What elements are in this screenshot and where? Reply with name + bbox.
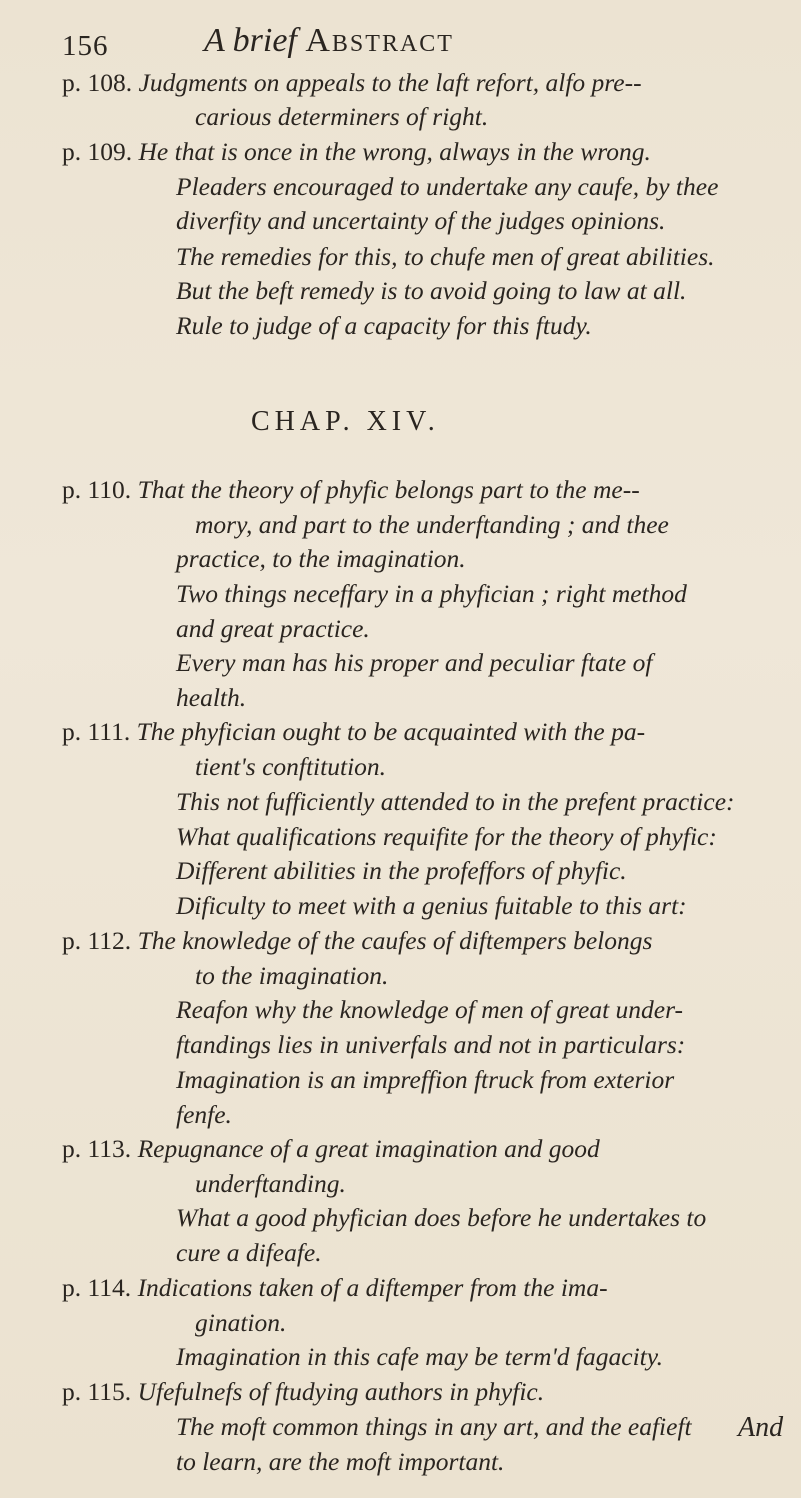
page-reference: p. 112.: [62, 926, 132, 955]
line-text: underftanding.: [195, 1169, 346, 1198]
line-text: gination.: [195, 1308, 287, 1337]
page-reference: p. 109.: [62, 137, 133, 166]
page-reference: p. 110.: [62, 475, 132, 504]
line-text: The moft common things in any art, and the eafieft: [176, 1412, 692, 1441]
line-text: He that is once in the wrong, always in the wrong.: [138, 137, 651, 166]
catchword: And: [738, 1412, 784, 1443]
line-text: and great practice.: [176, 614, 370, 643]
line-text: Different abilities in the profeffors of phyfic.: [176, 856, 627, 885]
abstract-line: [62, 1377, 544, 1407]
line-text: Pleaders encouraged to undertake any caufe, by thee: [176, 172, 719, 201]
line-text: The knowledge of the caufes of diftempers belongs: [137, 926, 653, 955]
running-head-italic: A brief: [204, 22, 297, 59]
line-text: Indications taken of a diftemper from the ima-: [137, 1273, 608, 1302]
abstract-line: [176, 1342, 663, 1372]
line-text: tient's conftitution.: [195, 752, 387, 781]
line-text: Repugnance of a great imagination and good: [137, 1134, 600, 1163]
abstract-line: [195, 1169, 346, 1199]
line-text: diverfity and uncertainty of the judges opinions.: [176, 206, 666, 235]
running-head-caps: Abstract: [305, 22, 454, 59]
abstract-line: [176, 579, 687, 609]
chapter-heading: CHAP. XIV.: [251, 406, 440, 437]
line-text: practice, to the imagination.: [176, 544, 466, 573]
abstract-line: [176, 544, 466, 574]
abstract-line: [62, 68, 642, 98]
line-text: The remedies for this, to chufe men of great abilities.: [176, 242, 715, 271]
line-text: Reafon why the knowledge of men of great under-: [176, 995, 684, 1024]
abstract-line: [62, 717, 645, 747]
line-text: Every man has his proper and peculiar ftate of: [176, 648, 653, 677]
abstract-line: [176, 206, 665, 236]
abstract-line: [176, 683, 246, 713]
page-reference: p. 113.: [62, 1134, 132, 1163]
abstract-line: [176, 242, 715, 272]
abstract-line: [176, 276, 686, 306]
line-text: Ufefulnefs of ftudying authors in phyfic.: [137, 1377, 545, 1406]
line-text: to learn, are the moft important.: [176, 1447, 505, 1476]
line-text: ftandings lies in univerfals and not in particulars:: [176, 1030, 686, 1059]
line-text: Imagination is an impreffion ftruck from exterior: [176, 1065, 675, 1094]
line-text: The phyfician ought to be acquainted with the pa-: [136, 717, 646, 746]
abstract-line: [176, 1238, 322, 1268]
line-text: But the beft remedy is to avoid going to law at all.: [176, 276, 687, 305]
page-reference: p. 114.: [62, 1273, 132, 1302]
abstract-line: [176, 822, 717, 852]
abstract-line: [176, 614, 370, 644]
abstract-line: [176, 1447, 504, 1477]
line-text: Two things neceffary in a phyfician ; right method: [176, 579, 687, 608]
abstract-line: [195, 961, 388, 991]
line-text: What qualifications requifite for the theory of phyfic:: [176, 822, 717, 851]
abstract-line: [62, 137, 651, 167]
running-head: [204, 22, 454, 60]
abstract-line: [62, 475, 640, 505]
line-text: That the theory of phyfic belongs part to the me--: [137, 475, 640, 504]
line-text: mory, and part to the underftanding ; and thee: [195, 510, 669, 539]
line-text: Imagination in this cafe may be term'd fagacity.: [176, 1342, 664, 1371]
abstract-line: [195, 510, 669, 540]
abstract-line: [176, 172, 718, 202]
line-text: Dificulty to meet with a genius fuitable to this art:: [176, 891, 687, 920]
abstract-line: [176, 787, 735, 817]
abstract-line: [176, 648, 652, 678]
page-header: [62, 22, 782, 66]
abstract-line: [176, 1030, 685, 1060]
line-text: fenfe.: [176, 1100, 232, 1129]
abstract-line: [62, 926, 652, 956]
abstract-line: [176, 1203, 706, 1233]
line-text: This not fufficiently attended to in the prefent practice:: [176, 787, 735, 816]
line-text: to the imagination.: [195, 961, 389, 990]
abstract-line: [176, 1100, 232, 1130]
abstract-line: [195, 102, 488, 132]
abstract-line: [176, 856, 627, 886]
abstract-line: [62, 1134, 600, 1164]
line-text: Judgments on appeals to the laft refort, alfo pre--: [138, 68, 642, 97]
line-text: carious determiners of right.: [195, 102, 489, 131]
abstract-line: [176, 311, 592, 341]
page-reference: p. 108.: [62, 68, 133, 97]
abstract-line: [176, 1065, 674, 1095]
line-text: What a good phyfician does before he undertakes to: [176, 1203, 707, 1232]
page-number: 156: [62, 30, 109, 62]
abstract-line: [62, 1273, 608, 1303]
abstract-line: [195, 752, 386, 782]
abstract-line: [176, 995, 683, 1025]
abstract-line: [176, 1412, 692, 1442]
abstract-line: [176, 891, 687, 921]
line-text: cure a difeafe.: [176, 1238, 322, 1267]
line-text: health.: [176, 683, 247, 712]
page-reference: p. 115.: [62, 1377, 132, 1406]
abstract-line: [195, 1308, 286, 1338]
line-text: Rule to judge of a capacity for this ftudy.: [176, 311, 592, 340]
page-reference: p. 111.: [62, 717, 131, 746]
